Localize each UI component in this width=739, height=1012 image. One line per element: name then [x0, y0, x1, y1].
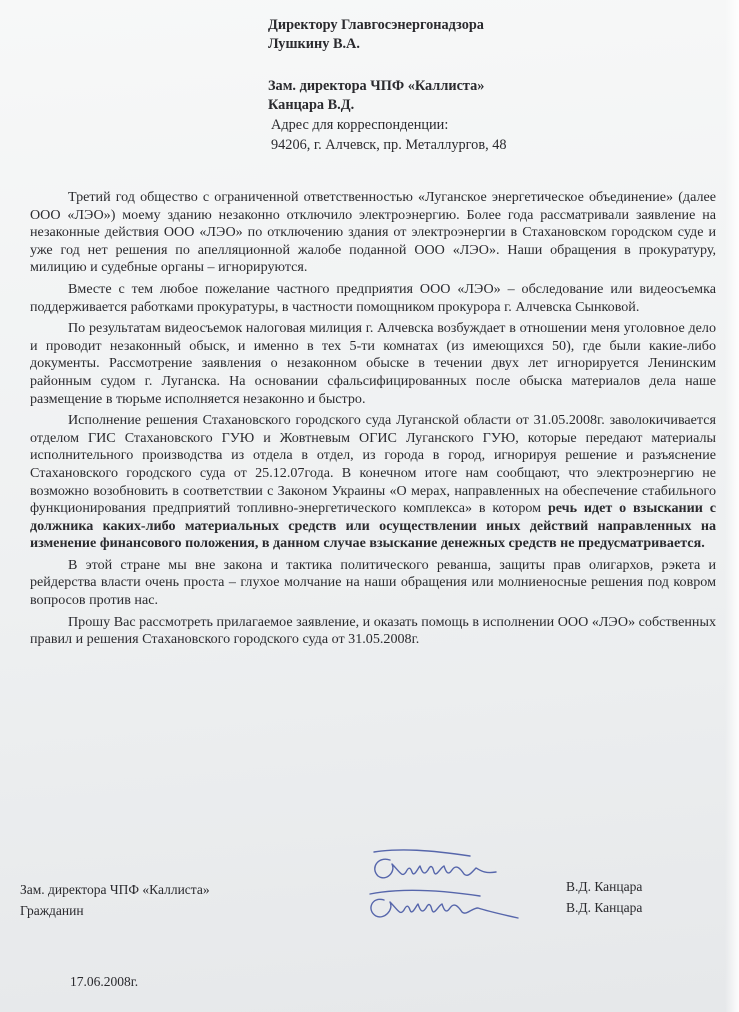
sender-name: Канцара В.Д.: [268, 97, 355, 113]
signatory-names: [566, 876, 642, 918]
letter-header: [268, 16, 708, 155]
paragraph-4: [30, 412, 716, 553]
paragraph-1: Третий год общество с ограниченной ответственностью «Луганское энергетическое объединение» (далее ООО «ЛЭО») моему зданию незаконно отключило электроэнергию. Более года рассматривали заявление на незаконные действия ООО «ЛЭО» по отключению здания от электроэнергии в Стахановском городском суде и уже год нет решения по апелляционной жалобе поданной ООО «ЛЭО». Наши обращения в прокуратуру, милицию и судебные органы – игнорируются.: [30, 189, 716, 276]
paragraph-6: Прошу Вас рассмотреть прилагаемое заявление, и оказать помощь в исполнении ООО «ЛЭО» собственных правил и решения Стахановского городского суда от 31.05.2008г.: [30, 613, 716, 648]
address: 94206, г. Алчевск, пр. Металлургов, 48: [271, 137, 507, 153]
letter-body: [30, 189, 716, 649]
signatory-name-2: В.Д. Канцара: [566, 900, 643, 915]
paragraph-4-text: Исполнение решения Стахановского городского суда Луганской области от 31.05.2008г. заволокичивается отделом ГИС Стахановского ГУЮ и Жовтневым ОГИС Луганского ГУЮ, которые передают материалы исполнительного производства из отдела в отдел, из города в город, игнорируя решение и разъяснение Стахановского городского суда от 25.12.07года. В конечном итоге нам сообщают, что электроэнергию не возможно возобновить в соответствии с Законом Украины «О мерах, направленных на обеспечение стабильного функционирования предприятий топливно-энергетического комплекса» в котором: [30, 412, 716, 517]
paragraph-3: По результатам видеосъемок налоговая милиция г. Алчевска возбуждает в отношении меня уголовное дело и проводит незаконный обыск, и именно в тех 5-ти комнатах (из имеющихся 50), где были какие-либо документы. Рассмотрение заявления о незаконном обыске в течении двух лет игнорируется Ленинским районным судом г. Луганска. На основании сфальсифицированных после обыска материалов дела наше размещение в тюрьме исполняется незаконно и быстро.: [30, 320, 716, 407]
signatory-block: [20, 879, 210, 921]
scan-edge: [725, 0, 739, 1012]
paragraph-2: Вместе с тем любое пожелание частного предприятия ООО «ЛЭО» – обследование или видеосъемка поддерживается работками прокуратуры, в частности помощником прокурора г. Алчевска Сынковой.: [30, 280, 716, 315]
signatory-status: Гражданин: [20, 903, 84, 918]
handwritten-signature: [360, 838, 530, 928]
signatory-name-1: В.Д. Канцара: [566, 879, 643, 894]
paragraph-5: В этой стране мы вне закона и тактика политического реванша, защиты прав олигархов, рэкета и рейдерства власти очень проста – глухое молчание на наши обращения или молниеносные решения под ковром вопросов против нас.: [30, 556, 716, 609]
recipient-title: Директору Главгосэнергонадзора: [268, 17, 484, 33]
paragraph-4-bold: речь идет о взыскании с должника каких-либо материальных средств или осуществлении иных действий направленных на изменение финансового положения, в данном случае взыскание денежных средств не предусматривается.: [30, 500, 716, 552]
address-label: Адрес для корреспонденции:: [271, 117, 449, 133]
signatory-title: Зам. директора ЧПФ «Каллиста»: [20, 882, 210, 897]
recipient-name: Лушкину В.А.: [268, 36, 360, 52]
letter-date: 17.06.2008г.: [70, 974, 139, 989]
sender-title: Зам. директора ЧПФ «Каллиста»: [268, 78, 485, 94]
